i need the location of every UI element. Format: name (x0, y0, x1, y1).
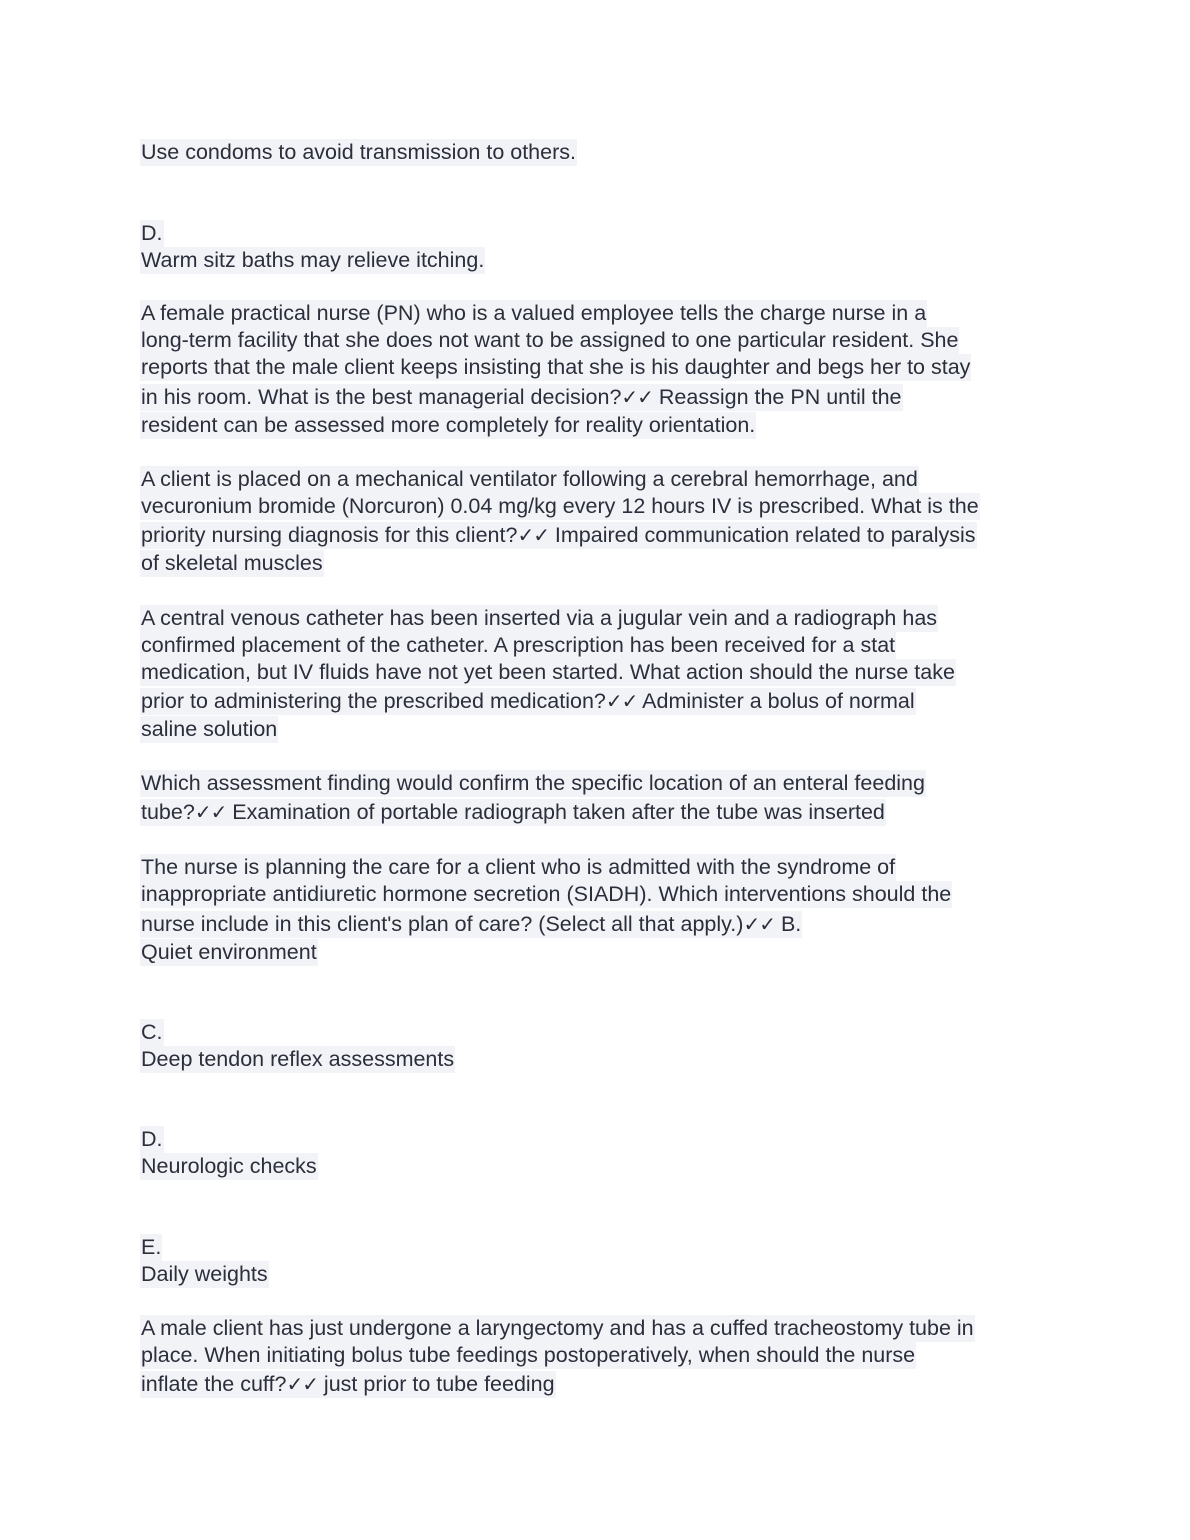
text-line: of skeletal muscles (141, 551, 323, 575)
text-line: A central venous catheter has been inserted via a jugular vein and a radiograph has (141, 606, 938, 630)
text-line: confirmed placement of the catheter. A prescription has been received for a stat (141, 633, 896, 657)
option-letter: C. (141, 1020, 163, 1044)
text-line: vecuronium bromide (Norcuron) 0.04 mg/kg every 12 hours IV is prescribed. What is the (141, 494, 979, 518)
text-line: Warm sitz baths may relieve itching. (141, 248, 485, 272)
text-line: place. When initiating bolus tube feedings postoperatively, when should the nurse (141, 1343, 916, 1367)
answer-text: just prior to tube feeding (317, 1372, 555, 1396)
text-line: A female practical nurse (PN) who is a valued employee tells the charge nurse in a (141, 301, 927, 325)
option-letter: D. (141, 1127, 163, 1151)
answer-text: Examination of portable radiograph taken after the tube was inserted (226, 800, 885, 824)
text-line: saline solution (141, 717, 278, 741)
answer-text: B. (774, 912, 802, 936)
text-line: medication, but IV fluids have not yet been started. What action should the nurse take (141, 660, 955, 684)
text-line: The nurse is planning the care for a client who is admitted with the syndrome of (141, 855, 896, 879)
checkmark-icon: ✓✓ (621, 385, 653, 409)
question-text: in his room. What is the best managerial decision? (141, 385, 622, 409)
checkmark-icon: ✓✓ (517, 523, 549, 547)
question-answer-line (140, 688, 916, 715)
question-text: priority nursing diagnosis for this client? (141, 523, 518, 547)
answer-text: Impaired communication related to paralysis (548, 523, 976, 547)
text-line: resident can be assessed more completely for reality orientation. (141, 413, 756, 437)
text-line: A male client has just undergone a laryngectomy and has a cuffed tracheostomy tube in (141, 1316, 974, 1340)
text-line: reports that the male client keeps insisting that she is his daughter and begs her to stay (141, 355, 971, 379)
question-answer-line (140, 522, 977, 549)
question-text: nurse include in this client's plan of care? (Select all that apply.) (141, 912, 744, 936)
checkmark-icon: ✓✓ (194, 800, 227, 824)
text-line: inappropriate antidiuretic hormone secretion (SIADH). Which interventions should the (141, 882, 952, 906)
checkmark-icon: ✓✓ (743, 912, 775, 936)
text-line: Use condoms to avoid transmission to others. (141, 140, 576, 164)
text-line: Deep tendon reflex assessments (141, 1047, 455, 1071)
checkmark-icon: ✓✓ (286, 1372, 318, 1396)
answer-text: Reassign the PN until the (652, 385, 902, 409)
answer-text: Administer a bolus of normal (637, 689, 915, 713)
text-line: Neurologic checks (141, 1154, 317, 1178)
text-line: Which assessment finding would confirm the specific location of an enteral feeding (141, 771, 925, 795)
question-answer-line (140, 911, 802, 938)
question-text: prior to administering the prescribed medication? (141, 689, 606, 713)
text-line: long-term facility that she does not want to be assigned to one particular resident. She (141, 328, 959, 352)
question-answer-line (140, 799, 886, 826)
text-line: Quiet environment (141, 940, 317, 964)
text-line: Daily weights (141, 1262, 268, 1286)
question-answer-line (140, 1371, 556, 1398)
question-text: inflate the cuff? (141, 1372, 287, 1396)
question-answer-line (140, 384, 903, 411)
checkmark-icon: ✓✓ (605, 689, 638, 713)
option-letter: E. (141, 1235, 162, 1259)
question-text: tube? (141, 800, 195, 824)
text-line: A client is placed on a mechanical ventilator following a cerebral hemorrhage, and (141, 467, 918, 491)
option-letter: D. (141, 221, 163, 245)
